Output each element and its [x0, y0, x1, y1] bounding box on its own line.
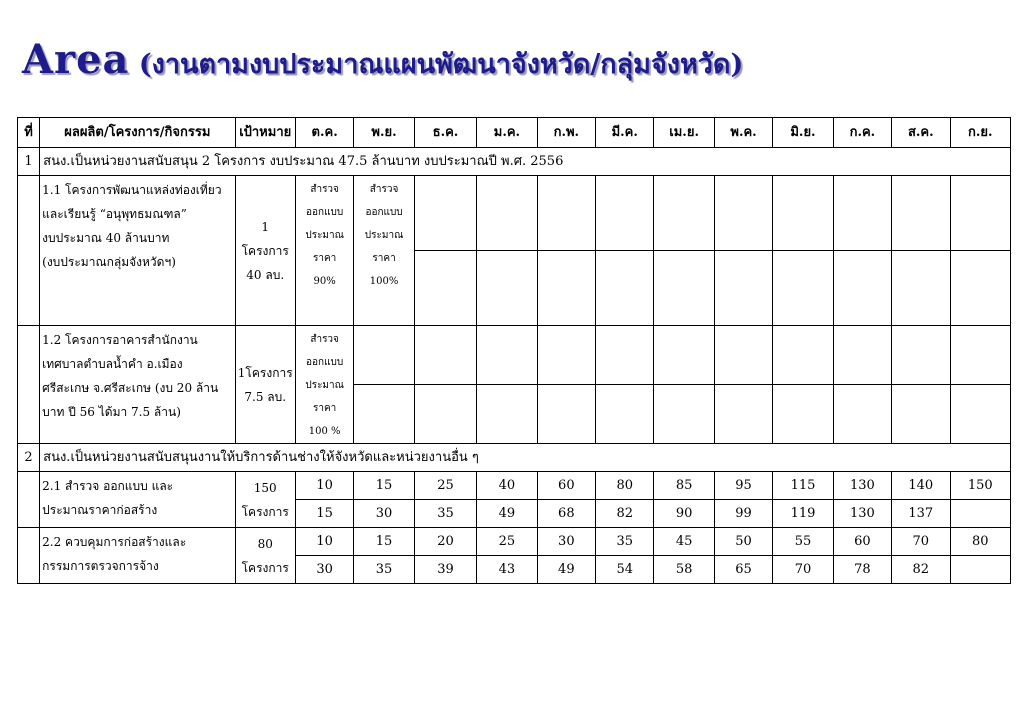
- blank-no-cell: [18, 176, 40, 326]
- project-name: 1.1 โครงการพัฒนาแหล่งท่องเที่ยว และเรียนรู้ “อนุพุทธมณฑล” งบประมาณ 40 ล้านบาท (งบประมาณกลุ่มจังหวัดฯ): [40, 176, 235, 326]
- plan-value: 80: [950, 528, 1011, 556]
- plan-value: 60: [833, 528, 891, 556]
- header-month: ก.ย.: [950, 118, 1011, 148]
- blank-no-cell: [18, 472, 40, 528]
- actual-value: 54: [596, 556, 654, 584]
- actual-value: 70: [773, 556, 833, 584]
- plan-value: 20: [414, 528, 476, 556]
- empty-cell: [773, 385, 833, 444]
- header-month: เม.ย.: [654, 118, 714, 148]
- empty-cell: [537, 326, 595, 385]
- project-row-2-1-plan: [18, 472, 1011, 500]
- project-name: 1.2 โครงการอาคารสำนักงาน เทศบาลตำบลน้ำคำ อ.เมือง ศรีสะเกษ จ.ศรีสะเกษ (งบ 20 ล้าน บาท ปี 56 ได้มา 7.5 ล้าน): [40, 326, 235, 444]
- header-target: เป้าหมาย: [235, 118, 295, 148]
- actual-value: 35: [354, 556, 414, 584]
- header-product: ผลผลิต/โครงการ/กิจกรรม: [40, 118, 235, 148]
- project-target: 1โครงการ 7.5 ลบ.: [235, 326, 295, 444]
- empty-cell: [654, 385, 714, 444]
- empty-cell: [833, 385, 891, 444]
- empty-cell: [596, 251, 654, 326]
- project-target: 1 โครงการ 40 ลบ.: [235, 176, 295, 326]
- header-month: มี.ค.: [596, 118, 654, 148]
- actual-value: 49: [477, 500, 537, 528]
- blank-no-cell: [18, 528, 40, 584]
- empty-cell: [537, 385, 595, 444]
- empty-cell: [892, 251, 950, 326]
- plan-value: 15: [354, 472, 414, 500]
- plan-value: 10: [295, 472, 353, 500]
- header-month: ก.พ.: [537, 118, 595, 148]
- project-row-2-2-plan: [18, 528, 1011, 556]
- plan-value: 30: [537, 528, 595, 556]
- empty-cell: [950, 251, 1011, 326]
- progress-note: สำรวจ ออกแบบ ประมาณ ราคา 100%: [354, 176, 414, 326]
- empty-cell: [654, 176, 714, 251]
- plan-value: 150: [950, 472, 1011, 500]
- actual-value: 137: [892, 500, 950, 528]
- actual-value: 15: [295, 500, 353, 528]
- empty-cell: [477, 251, 537, 326]
- header-month: ธ.ค.: [414, 118, 476, 148]
- project-row-1-1: [18, 176, 1011, 251]
- header-month: ก.ค.: [833, 118, 891, 148]
- page-title: [22, 36, 743, 85]
- plan-value: 95: [714, 472, 772, 500]
- empty-cell: [892, 176, 950, 251]
- empty-cell: [892, 385, 950, 444]
- empty-cell: [833, 251, 891, 326]
- project-target: 80 โครงการ: [235, 528, 295, 584]
- plan-value: 115: [773, 472, 833, 500]
- actual-value: 82: [892, 556, 950, 584]
- empty-cell: [414, 326, 476, 385]
- empty-cell: [892, 326, 950, 385]
- empty-cell: [833, 326, 891, 385]
- plan-value: 25: [414, 472, 476, 500]
- plan-value: 70: [892, 528, 950, 556]
- title-subtitle: (งานตามงบประมาณแผนพัฒนาจังหวัด/กลุ่มจังหวัด): [129, 49, 744, 80]
- plan-table: [17, 117, 1011, 584]
- actual-value: 49: [537, 556, 595, 584]
- header-month: ม.ค.: [477, 118, 537, 148]
- actual-value: 119: [773, 500, 833, 528]
- actual-value: 30: [295, 556, 353, 584]
- plan-value: 130: [833, 472, 891, 500]
- empty-cell: [773, 176, 833, 251]
- section-row: [18, 444, 1011, 472]
- empty-cell: [950, 326, 1011, 385]
- empty-cell: [477, 176, 537, 251]
- empty-cell: [714, 251, 772, 326]
- header-month: พ.ค.: [714, 118, 772, 148]
- plan-value: 45: [654, 528, 714, 556]
- empty-cell: [596, 326, 654, 385]
- actual-value: 43: [477, 556, 537, 584]
- progress-note: สำรวจ ออกแบบ ประมาณ ราคา 100 %: [295, 326, 353, 444]
- header-month: ส.ค.: [892, 118, 950, 148]
- header-month: มิ.ย.: [773, 118, 833, 148]
- actual-value: [950, 500, 1011, 528]
- actual-value: 30: [354, 500, 414, 528]
- section-number: 2: [18, 444, 40, 472]
- plan-value: 55: [773, 528, 833, 556]
- empty-cell: [477, 326, 537, 385]
- empty-cell: [833, 176, 891, 251]
- actual-value: 78: [833, 556, 891, 584]
- progress-note: สำรวจ ออกแบบ ประมาณ ราคา 90%: [295, 176, 353, 326]
- empty-cell: [596, 385, 654, 444]
- actual-value: 90: [654, 500, 714, 528]
- empty-cell: [950, 176, 1011, 251]
- project-row-1-2: [18, 326, 1011, 385]
- title-main: Area: [22, 36, 130, 83]
- plan-value: 85: [654, 472, 714, 500]
- empty-cell: [950, 385, 1011, 444]
- plan-value: 40: [477, 472, 537, 500]
- plan-value: 25: [477, 528, 537, 556]
- project-target: 150 โครงการ: [235, 472, 295, 528]
- actual-value: 82: [596, 500, 654, 528]
- blank-no-cell: [18, 326, 40, 444]
- empty-cell: [714, 326, 772, 385]
- empty-cell: [354, 326, 414, 385]
- empty-cell: [414, 251, 476, 326]
- empty-cell: [714, 385, 772, 444]
- empty-cell: [654, 326, 714, 385]
- actual-value: 68: [537, 500, 595, 528]
- empty-cell: [414, 385, 476, 444]
- plan-value: 60: [537, 472, 595, 500]
- plan-value: 35: [596, 528, 654, 556]
- empty-cell: [354, 385, 414, 444]
- empty-cell: [654, 251, 714, 326]
- actual-value: 130: [833, 500, 891, 528]
- plan-value: 15: [354, 528, 414, 556]
- actual-value: [950, 556, 1011, 584]
- empty-cell: [537, 176, 595, 251]
- empty-cell: [773, 326, 833, 385]
- empty-cell: [596, 176, 654, 251]
- plan-value: 80: [596, 472, 654, 500]
- actual-value: 99: [714, 500, 772, 528]
- header-no: ที่: [18, 118, 40, 148]
- actual-value: 58: [654, 556, 714, 584]
- plan-value: 10: [295, 528, 353, 556]
- plan-value: 50: [714, 528, 772, 556]
- empty-cell: [714, 176, 772, 251]
- section-title: สนง.เป็นหน่วยงานสนับสนุน 2 โครงการ งบประมาณ 47.5 ล้านบาท งบประมาณปี พ.ศ. 2556: [40, 148, 1011, 176]
- actual-value: 35: [414, 500, 476, 528]
- header-month: พ.ย.: [354, 118, 414, 148]
- actual-value: 65: [714, 556, 772, 584]
- section-title: สนง.เป็นหน่วยงานสนับสนุนงานให้บริการด้านช่างให้จังหวัดและหน่วยงานอื่น ๆ: [40, 444, 1011, 472]
- empty-cell: [414, 176, 476, 251]
- actual-value: 39: [414, 556, 476, 584]
- project-name: 2.2 ควบคุมการก่อสร้างและ กรรมการตรวจการจ้าง: [40, 528, 235, 584]
- plan-value: 140: [892, 472, 950, 500]
- section-row: [18, 148, 1011, 176]
- header-row: [18, 118, 1011, 148]
- empty-cell: [537, 251, 595, 326]
- header-month: ต.ค.: [295, 118, 353, 148]
- project-name: 2.1 สำรวจ ออกแบบ และ ประมาณราคาก่อสร้าง: [40, 472, 235, 528]
- empty-cell: [773, 251, 833, 326]
- empty-cell: [477, 385, 537, 444]
- section-number: 1: [18, 148, 40, 176]
